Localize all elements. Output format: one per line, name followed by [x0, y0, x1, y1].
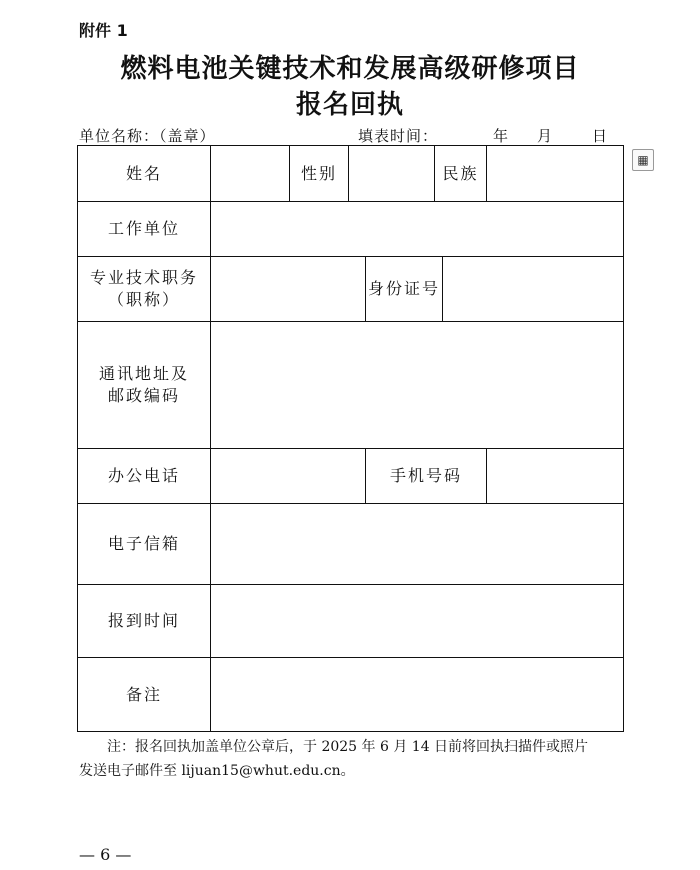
- mobile-field[interactable]: [487, 449, 624, 504]
- address-label-line2: 邮政编码: [107, 386, 180, 405]
- arrival-time-label: 报到时间: [78, 585, 211, 658]
- translate-icon[interactable]: ▦: [632, 149, 654, 171]
- office-phone-field[interactable]: [211, 449, 366, 504]
- document-subtitle: 报名回执: [295, 90, 404, 120]
- ethnicity-label: 民族: [435, 146, 487, 202]
- workplace-field[interactable]: [211, 202, 624, 257]
- footnote-line2: 发送电子邮件至 lijuan15@whut.edu.cn。: [79, 763, 355, 779]
- footnote-line1: 注：报名回执加盖单位公章后，于 2025 年 6 月 14 日前将回执扫描件或照片: [107, 739, 589, 755]
- email-label: 电子信箱: [78, 504, 211, 585]
- page-number: — 6 —: [79, 845, 132, 864]
- workplace-label: 工作单位: [78, 202, 211, 257]
- address-field[interactable]: [211, 322, 624, 449]
- ethnicity-field[interactable]: [487, 146, 624, 202]
- email-field[interactable]: [211, 504, 624, 585]
- professional-title-label: [78, 257, 211, 322]
- arrival-time-field[interactable]: [211, 585, 624, 658]
- day-label: 日: [592, 127, 608, 145]
- gender-field[interactable]: [349, 146, 435, 202]
- name-field[interactable]: [211, 146, 290, 202]
- remarks-label: 备注: [78, 658, 211, 732]
- professional-title-field[interactable]: [211, 257, 366, 322]
- id-number-label: 身份证号: [366, 257, 443, 322]
- address-label-line1: 通讯地址及: [98, 364, 189, 383]
- document-title: 燃料电池关键技术和发展高级研修项目: [120, 54, 580, 84]
- fill-time-label: 填表时间：: [358, 127, 439, 145]
- unit-name-label: 单位名称：（盖章）: [79, 127, 216, 145]
- registration-form-table: [77, 145, 624, 732]
- attachment-label: 附件 1: [79, 21, 128, 40]
- address-label: [78, 322, 211, 449]
- gender-label: 性别: [290, 146, 349, 202]
- professional-title-line1: 专业技术职务: [89, 268, 198, 287]
- id-number-field[interactable]: [443, 257, 624, 322]
- remarks-field[interactable]: [211, 658, 624, 732]
- name-label: 姓名: [78, 146, 211, 202]
- office-phone-label: 办公电话: [78, 449, 211, 504]
- professional-title-line2: （职称）: [107, 290, 180, 309]
- mobile-label: 手机号码: [366, 449, 487, 504]
- year-label: 年: [493, 127, 509, 145]
- footnote: [79, 735, 627, 783]
- month-label: 月: [537, 127, 553, 145]
